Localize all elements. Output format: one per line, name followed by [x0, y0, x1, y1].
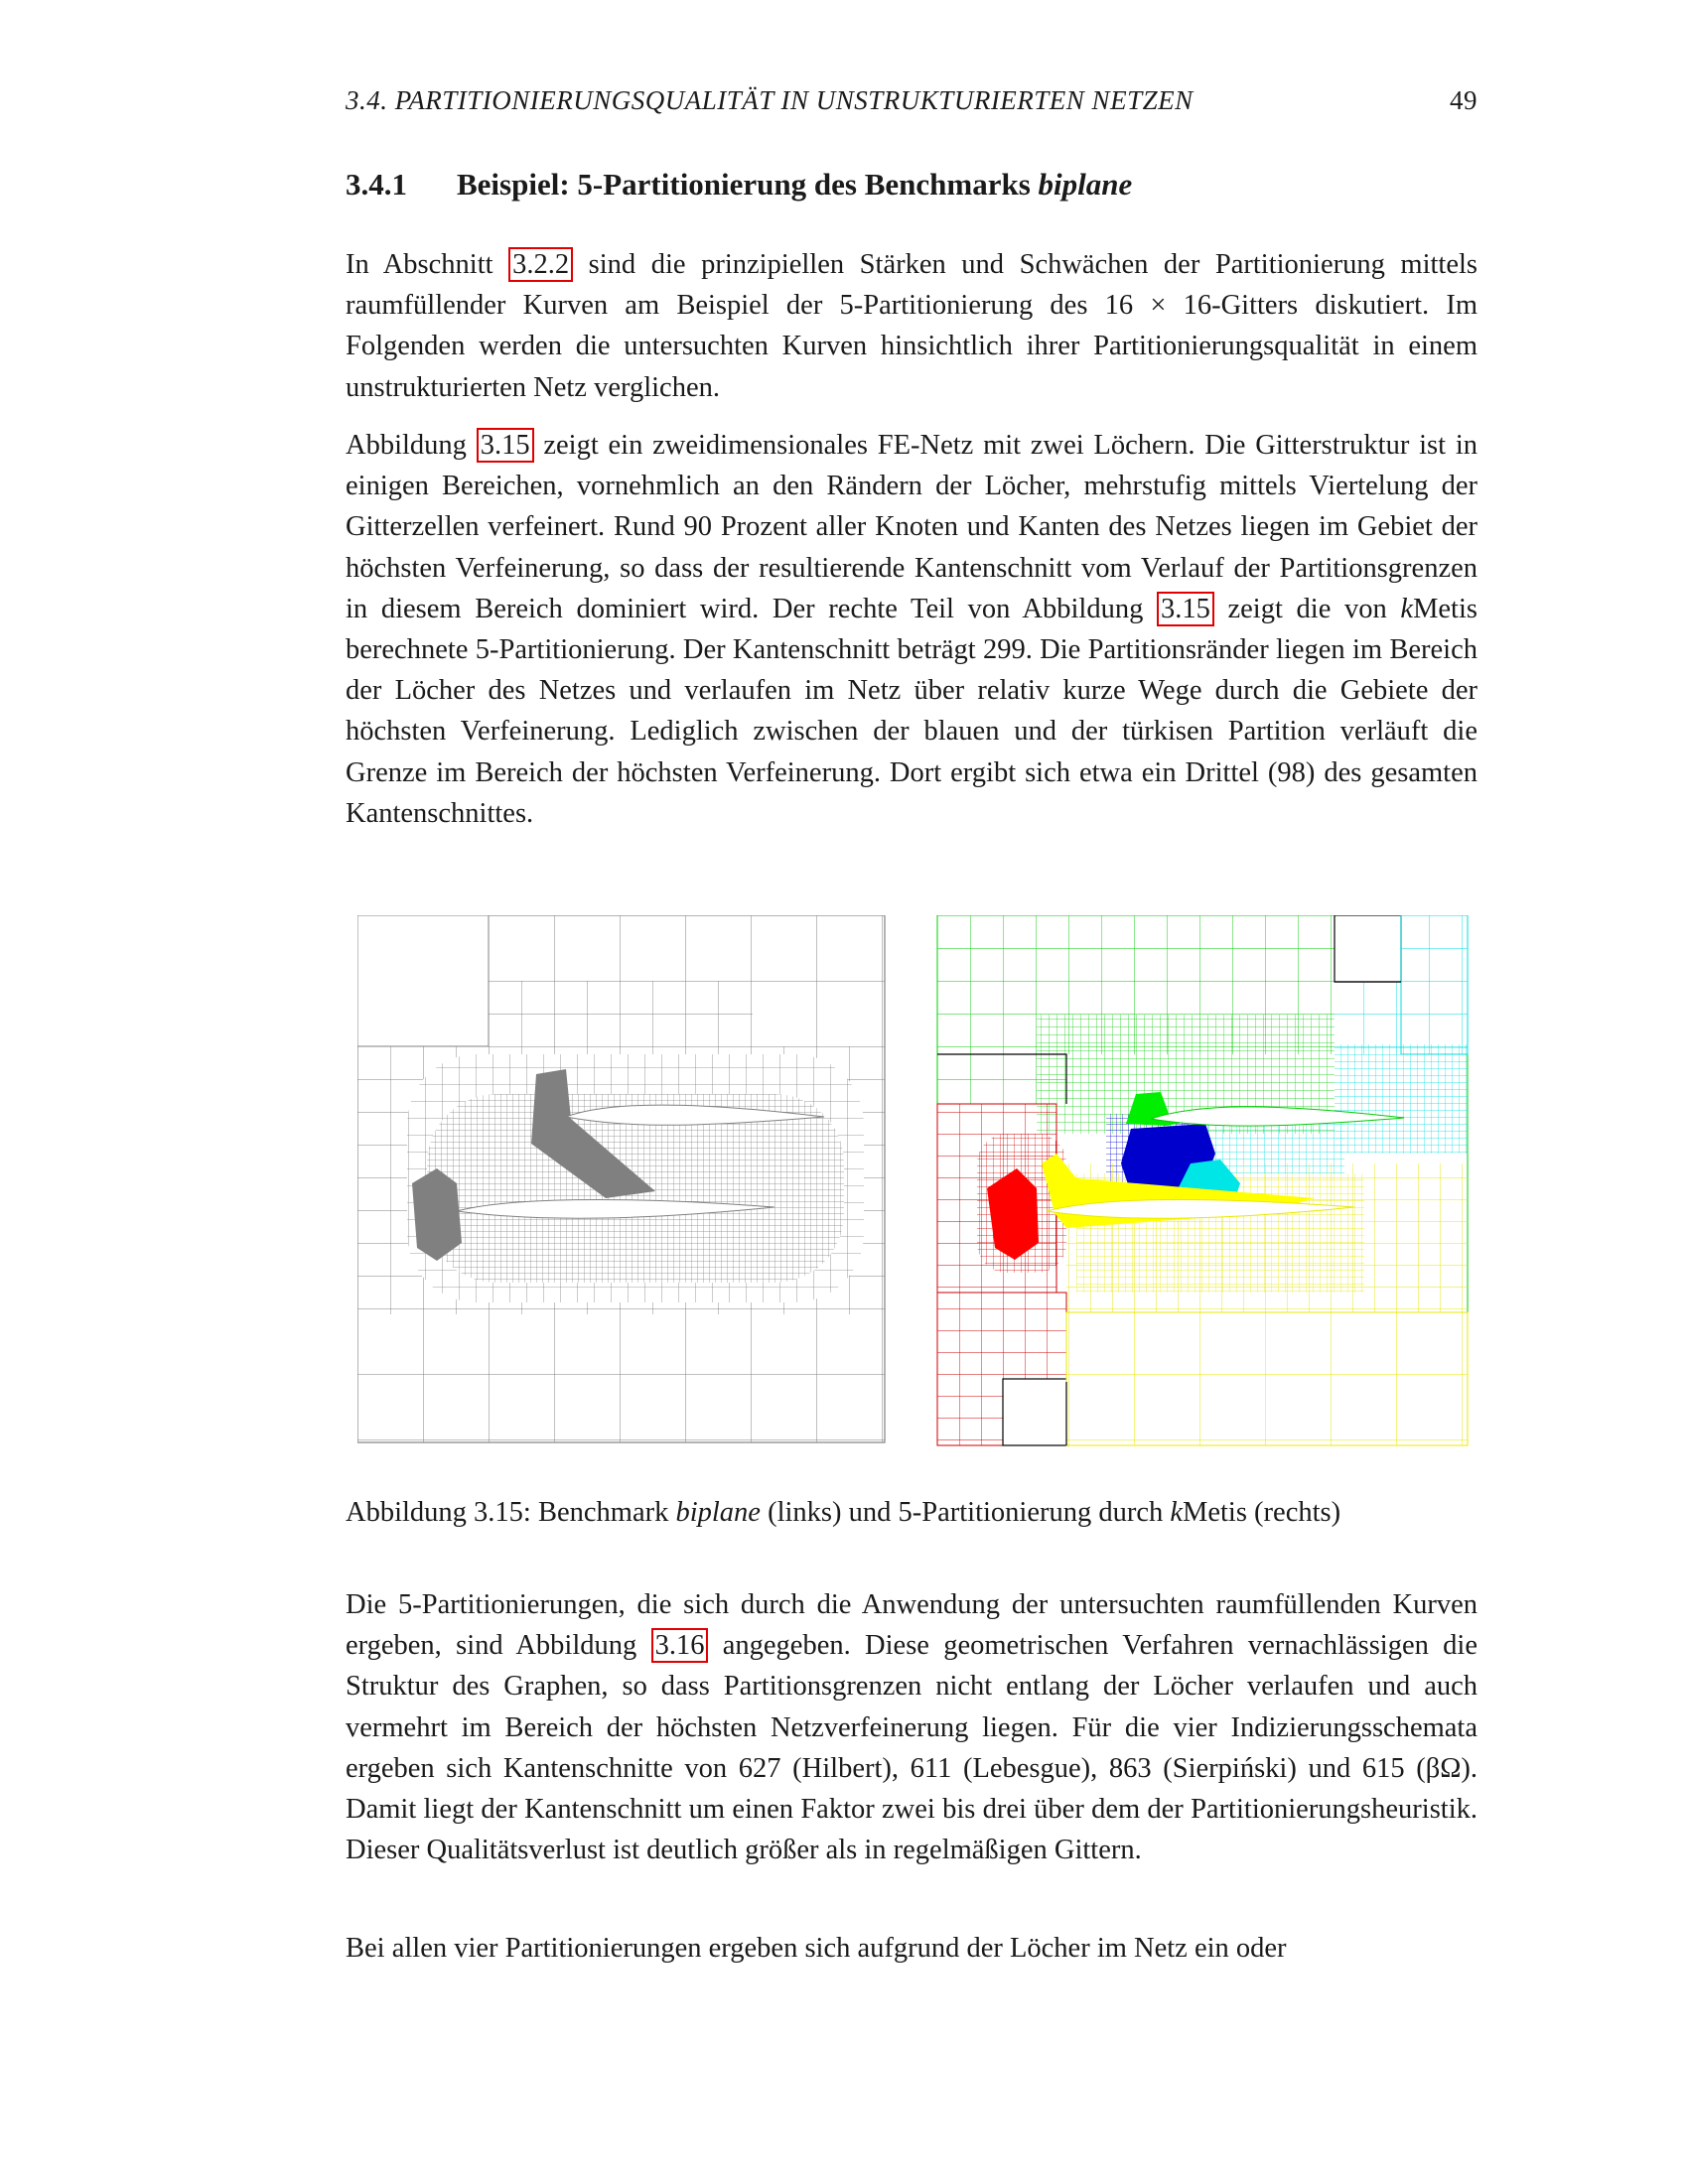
section-number: 3.4.1	[346, 167, 407, 202]
text-run: Abbildung	[346, 430, 477, 461]
ref-link-3-16[interactable]: 3.16	[651, 1628, 709, 1663]
section-title-italic: biplane	[1038, 167, 1133, 202]
paragraph-2	[346, 425, 1477, 834]
caption-text: Abbildung 3.15: Benchmark	[346, 1497, 676, 1528]
caption-text: Metis (rechts)	[1183, 1497, 1341, 1528]
page-number: 49	[1450, 85, 1477, 115]
text-run: sind die prinzipiellen Stärken und Schwächen der Partitionierung mittels raumfüllender Kurven am Beispiel der 5-Partitionierung des 16 × 16-Gitters diskutiert. Im Folgenden werden die untersuchten Kurven hinsichtlich ihrer Partitionierungsqualität in einem unstrukturierten Netz verglichen.	[346, 249, 1477, 403]
caption-text: (links) und 5-Partitionierung durch	[760, 1497, 1171, 1528]
running-title: 3.4. PARTITIONIERUNGSQUALITÄT IN UNSTRUKTURIERTEN NETZEN	[346, 85, 1194, 115]
text-run: Die 5-Partitionierungen, die sich durch die Anwendung der untersuchten raumfüllenden Kurven ergeben, sind Abbildung	[346, 1589, 1477, 1662]
text-run: Bei allen vier Partitionierungen ergeben sich aufgrund der Löcher im Netz ein oder	[346, 1933, 1287, 1964]
caption-text-italic: k	[1170, 1497, 1184, 1528]
text-run: angegeben. Diese geometrischen Verfahren vernachlässigen die Struktur des Graphen, so dass Partitionsgrenzen nicht entlang der Löcher verlaufen und auch vermehrt im Bereich der höchsten Netzverfeinerung liegen. Für die vier Indizierungsschemata ergeben sich Kantenschnitte von 627 (Hilbert), 611 (Lebesgue), 863 (Sierpiński) und 615 (βΩ). Damit liegt der Kantenschnitt um einen Faktor zwei bis drei über dem der Partitionierungsheuristik. Dieser Qualitätsverlust ist deutlich größer als in regelmäßigen Gittern.	[346, 1630, 1477, 1866]
figure-caption	[346, 1493, 1477, 1533]
text-run: Metis berechnete 5-Partitionierung. Der Kantenschnitt beträgt 299. Die Partitionsränder liegen im Bereich der Löcher des Netzes und verlaufen im Netz über relativ kurze Wege durch die Gebiete der höchsten Verfeinerung. Lediglich zwischen der blauen und der türkisen Partition verläuft die Grenze im Bereich der höchsten Verfeinerung. Dort ergibt sich etwa ein Drittel (98) des gesamten Kantenschnittes.	[346, 593, 1477, 829]
ref-link-3-15[interactable]: 3.15	[477, 428, 534, 463]
caption-text-italic: biplane	[675, 1497, 761, 1528]
paragraph-3	[346, 1584, 1477, 1870]
ref-link-3-15-second[interactable]: 3.15	[1157, 592, 1214, 626]
figure-3-15	[357, 915, 1477, 1451]
figure-graphics	[357, 915, 1477, 1451]
paragraph-4	[346, 1928, 1477, 1969]
section-heading	[346, 167, 1477, 203]
running-header	[346, 85, 1477, 125]
section-title: Beispiel: 5-Partitionierung des Benchmarks	[457, 167, 1039, 202]
text-run: In Abschnitt	[346, 249, 509, 280]
text-run-italic: k	[1400, 593, 1414, 624]
paragraph-1	[346, 244, 1477, 408]
right-partition-panel	[937, 915, 1468, 1445]
text-run: zeigt ein zweidimensionales FE-Netz mit zwei Löchern. Die Gitterstruktur ist in einigen Bereichen, vornehmlich an den Rändern der Löcher, mehrstufig mittels Viertelung der Gitterzellen verfeinert. Rund 90 Prozent aller Knoten und Kanten des Netzes liegen im Gebiet der höchsten Verfeinerung, so dass der resultierende Kantenschnitt vom Verlauf der Partitionsgrenzen in diesem Bereich dominiert wird. Der rechte Teil von Abbildung	[346, 430, 1477, 624]
left-lower-fuselage-shape	[412, 1168, 462, 1261]
ref-link-3-2-2[interactable]: 3.2.2	[508, 247, 573, 282]
left-mesh-panel	[357, 915, 885, 1442]
text-run: zeigt die von	[1213, 593, 1401, 624]
